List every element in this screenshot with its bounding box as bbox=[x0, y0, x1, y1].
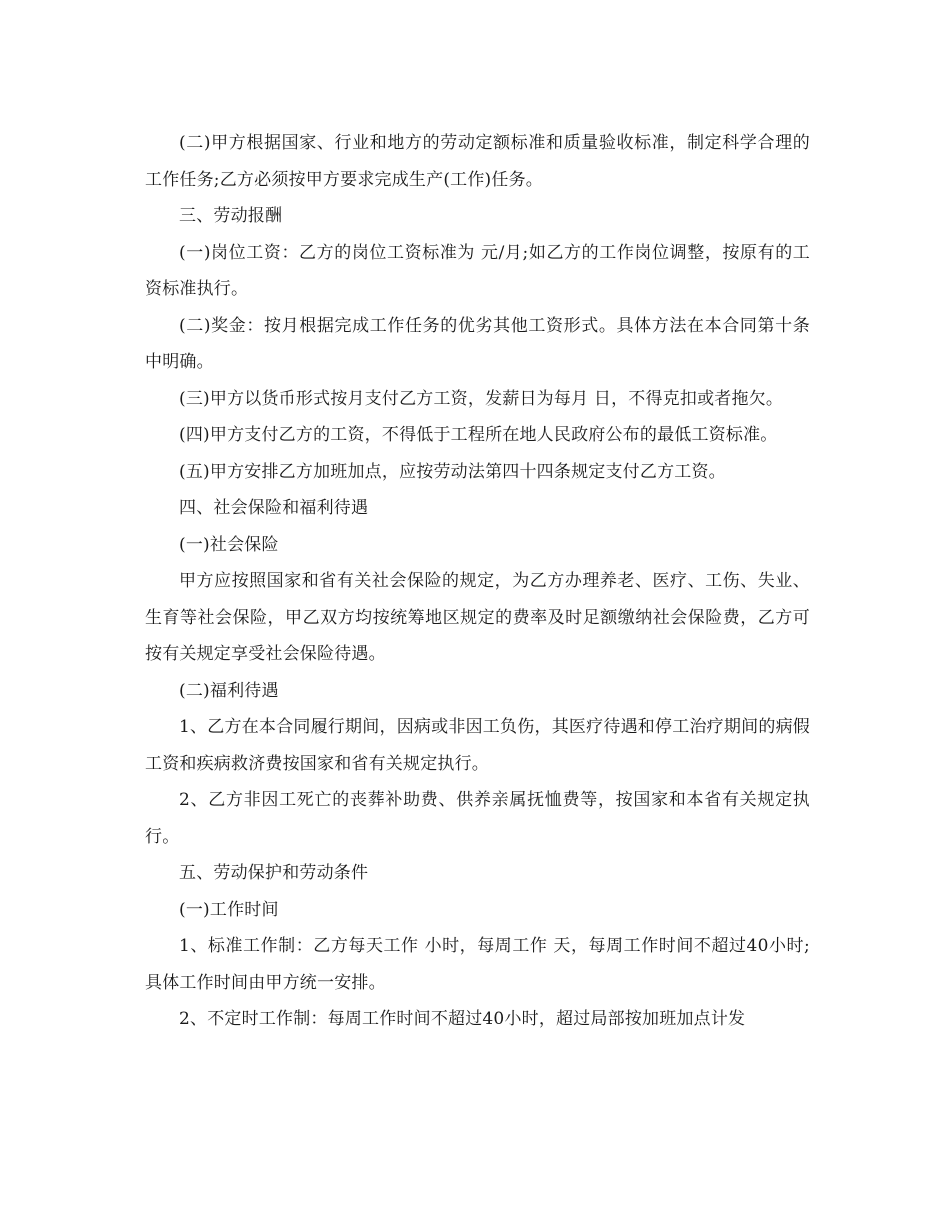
paragraph-bonus: (二)奖金：按月根据完成工作任务的优劣其他工资形式。具体方法在本合同第十条中明确。 bbox=[145, 315, 810, 372]
heading-social-insurance-welfare: 四、社会保险和福利待遇 bbox=[179, 498, 369, 518]
paragraph-death-benefits: 2、乙方非因工死亡的丧葬补助费、供养亲属抚恤费等，按国家和本省有关规定执行。 bbox=[145, 790, 810, 847]
paragraph-wage-payment: (三)甲方以货币形式按月支付乙方工资，发薪日为每月 日，不得克扣或者拖欠。 bbox=[179, 388, 784, 409]
paragraph-social-insurance: 甲方应按照国家和省有关社会保险的规定，为乙方办理养老、医疗、工伤、失业、生育等社会保险，甲乙双方均按统筹地区规定的费率及时足额缴纳社会保险费，乙方可按有关规定享受社会保险待遇。 bbox=[145, 571, 810, 664]
subheading-working-hours: (一)工作时间 bbox=[179, 899, 279, 920]
heading-labor-remuneration: 三、劳动报酬 bbox=[179, 206, 283, 226]
subheading-social-insurance: (一)社会保险 bbox=[179, 534, 279, 555]
paragraph-minimum-wage: (四)甲方支付乙方的工资，不得低于工程所在地人民政府公布的最低工资标准。 bbox=[179, 425, 778, 445]
paragraph-work-tasks: (二)甲方根据国家、行业和地方的劳动定额标准和质量验收标准，制定科学合理的工作任务;乙方必须按甲方要求完成生产(工作)任务。 bbox=[145, 133, 810, 190]
document-body bbox=[145, 125, 810, 1038]
heading-labor-protection: 五、劳动保护和劳动条件 bbox=[179, 863, 369, 883]
paragraph-overtime: (五)甲方安排乙方加班加点，应按劳动法第四十四条规定支付乙方工资。 bbox=[179, 461, 726, 482]
paragraph-post-wage: (一)岗位工资：乙方的岗位工资标准为 元/月;如乙方的工作岗位调整，按原有的工资标准执行。 bbox=[145, 242, 810, 299]
subheading-welfare: (二)福利待遇 bbox=[179, 680, 279, 701]
paragraph-sick-leave: 1、乙方在本合同履行期间，因病或非因工负伤，其医疗待遇和停工治疗期间的病假工资和疾病救济费按国家和省有关规定执行。 bbox=[145, 717, 810, 774]
paragraph-flexible-hours: 2、不定时工作制：每周工作时间不超过40小时，超过局部按加班加点计发 bbox=[179, 1009, 746, 1029]
paragraph-standard-hours: 1、标准工作制：乙方每天工作 小时，每周工作 天，每周工作时间不超过40小时;具体工作时间由甲方统一安排。 bbox=[145, 936, 810, 993]
